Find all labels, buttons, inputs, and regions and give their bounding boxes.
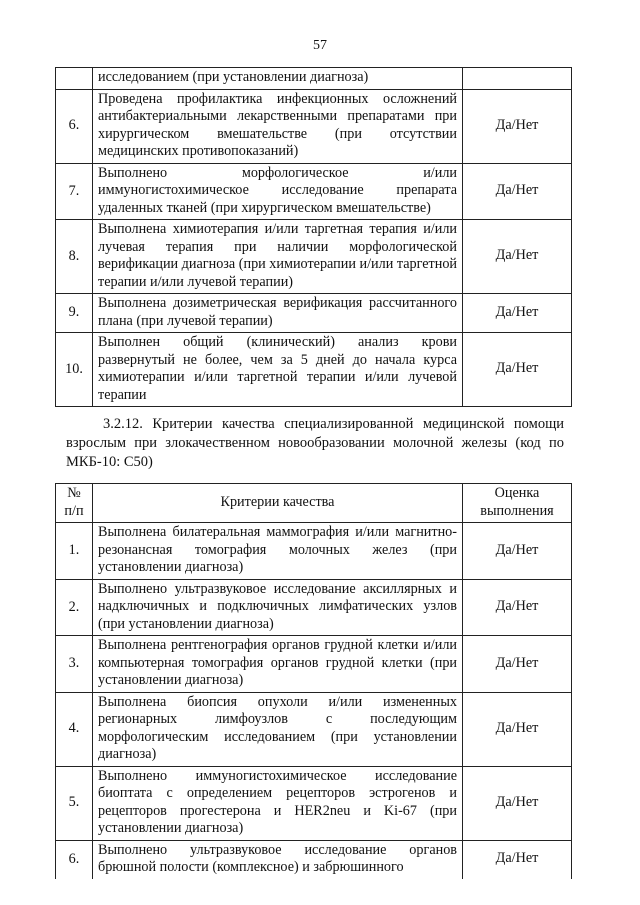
table-row xyxy=(56,579,572,636)
header-number-line2: п/п xyxy=(64,502,84,519)
table-row xyxy=(56,840,572,879)
row-number xyxy=(56,68,93,90)
grade-value: Да/Нет xyxy=(463,579,572,636)
table-row xyxy=(56,636,572,693)
header-grade-line2: выполнения xyxy=(480,502,554,519)
row-number: 5. xyxy=(56,766,93,840)
row-number: 6. xyxy=(56,89,93,163)
criterion-text: Выполнено морфологическое и/или иммуногистохимическое исследование препарата удаленных тканей (при хирургическом вмешательстве) xyxy=(93,163,463,220)
grade-value: Да/Нет xyxy=(463,220,572,294)
section-heading: 3.2.12. Критерии качества специализированной медицинской помощи взрослым при злокачественном новообразовании молочной железы (код по МКБ-10: C50) xyxy=(66,415,564,470)
criterion-text: Выполнен общий (клинический) анализ крови развернутый не более, чем за 5 дней до начала курса химиотерапии и/или таргетной терапии и/или лучевой терапии xyxy=(93,333,463,407)
criteria-table-continued xyxy=(55,67,572,407)
table-row xyxy=(56,766,572,840)
breast-cancer-criteria-table xyxy=(55,483,572,879)
header-number-line1: № xyxy=(67,485,81,501)
row-number: 8. xyxy=(56,220,93,294)
grade-value: Да/Нет xyxy=(463,636,572,693)
grade-value: Да/Нет xyxy=(463,333,572,407)
table-row xyxy=(56,163,572,220)
page-number: 57 xyxy=(313,38,327,53)
row-number: 1. xyxy=(56,523,93,580)
header-grade-line1: Оценка xyxy=(494,485,540,501)
grade-value: Да/Нет xyxy=(463,89,572,163)
row-number: 4. xyxy=(56,692,93,766)
table-row xyxy=(56,692,572,766)
criterion-text: Выполнена дозиметрическая верификация рассчитанного плана (при лучевой терапии) xyxy=(93,294,463,333)
grade-value: Да/Нет xyxy=(463,163,572,220)
table-header-row xyxy=(56,484,572,523)
criterion-text: Проведена профилактика инфекционных осложнений антибактериальными лекарственными препаратами при хирургическом вмешательстве (при отсутствии медицинских противопоказаний) xyxy=(93,89,463,163)
header-number xyxy=(56,484,93,523)
grade-value: Да/Нет xyxy=(463,766,572,840)
table-row xyxy=(56,68,572,90)
row-number: 3. xyxy=(56,636,93,693)
table-row xyxy=(56,89,572,163)
grade-value xyxy=(463,68,572,90)
table-row xyxy=(56,220,572,294)
criterion-text: Выполнено ультразвуковое исследование органов брюшной полости (комплексное) и забрюшинного xyxy=(93,840,463,879)
row-number: 2. xyxy=(56,579,93,636)
criterion-text: Выполнена рентгенография органов грудной клетки и/или компьютерная томография органов грудной клетки (при установлении диагноза) xyxy=(93,636,463,693)
row-number: 9. xyxy=(56,294,93,333)
header-criterion: Критерии качества xyxy=(93,484,463,523)
table-row xyxy=(56,523,572,580)
table-row xyxy=(56,294,572,333)
criterion-text: исследованием (при установлении диагноза) xyxy=(93,68,463,90)
row-number: 6. xyxy=(56,840,93,879)
criterion-text: Выполнено ультразвуковое исследование аксиллярных и надключичных и подключичных лимфатических узлов (при установлении диагноза) xyxy=(93,579,463,636)
row-number: 10. xyxy=(56,333,93,407)
criterion-text: Выполнена билатеральная маммография и/или магнитно-резонансная томография молочных желез (при установлении диагноза) xyxy=(93,523,463,580)
row-number: 7. xyxy=(56,163,93,220)
table-row xyxy=(56,333,572,407)
grade-value: Да/Нет xyxy=(463,523,572,580)
criterion-text: Выполнено иммуногистохимическое исследование биоптата с определением рецепторов эстрогенов и рецепторов прогестерона и HER2neu и Ki-67 (при установлении диагноза) xyxy=(93,766,463,840)
criterion-text: Выполнена химиотерапия и/или таргетная терапия и/или лучевая терапия при наличии морфологической верификации диагноза (при химиотерапии и/или таргетной терапии и/или лучевой терапии) xyxy=(93,220,463,294)
grade-value: Да/Нет xyxy=(463,692,572,766)
grade-value: Да/Нет xyxy=(463,294,572,333)
header-grade xyxy=(463,484,572,523)
criterion-text: Выполнена биопсия опухоли и/или измененных регионарных лимфоузлов с последующим морфологическим исследованием (при установлении диагноза) xyxy=(93,692,463,766)
grade-value: Да/Нет xyxy=(463,840,572,879)
